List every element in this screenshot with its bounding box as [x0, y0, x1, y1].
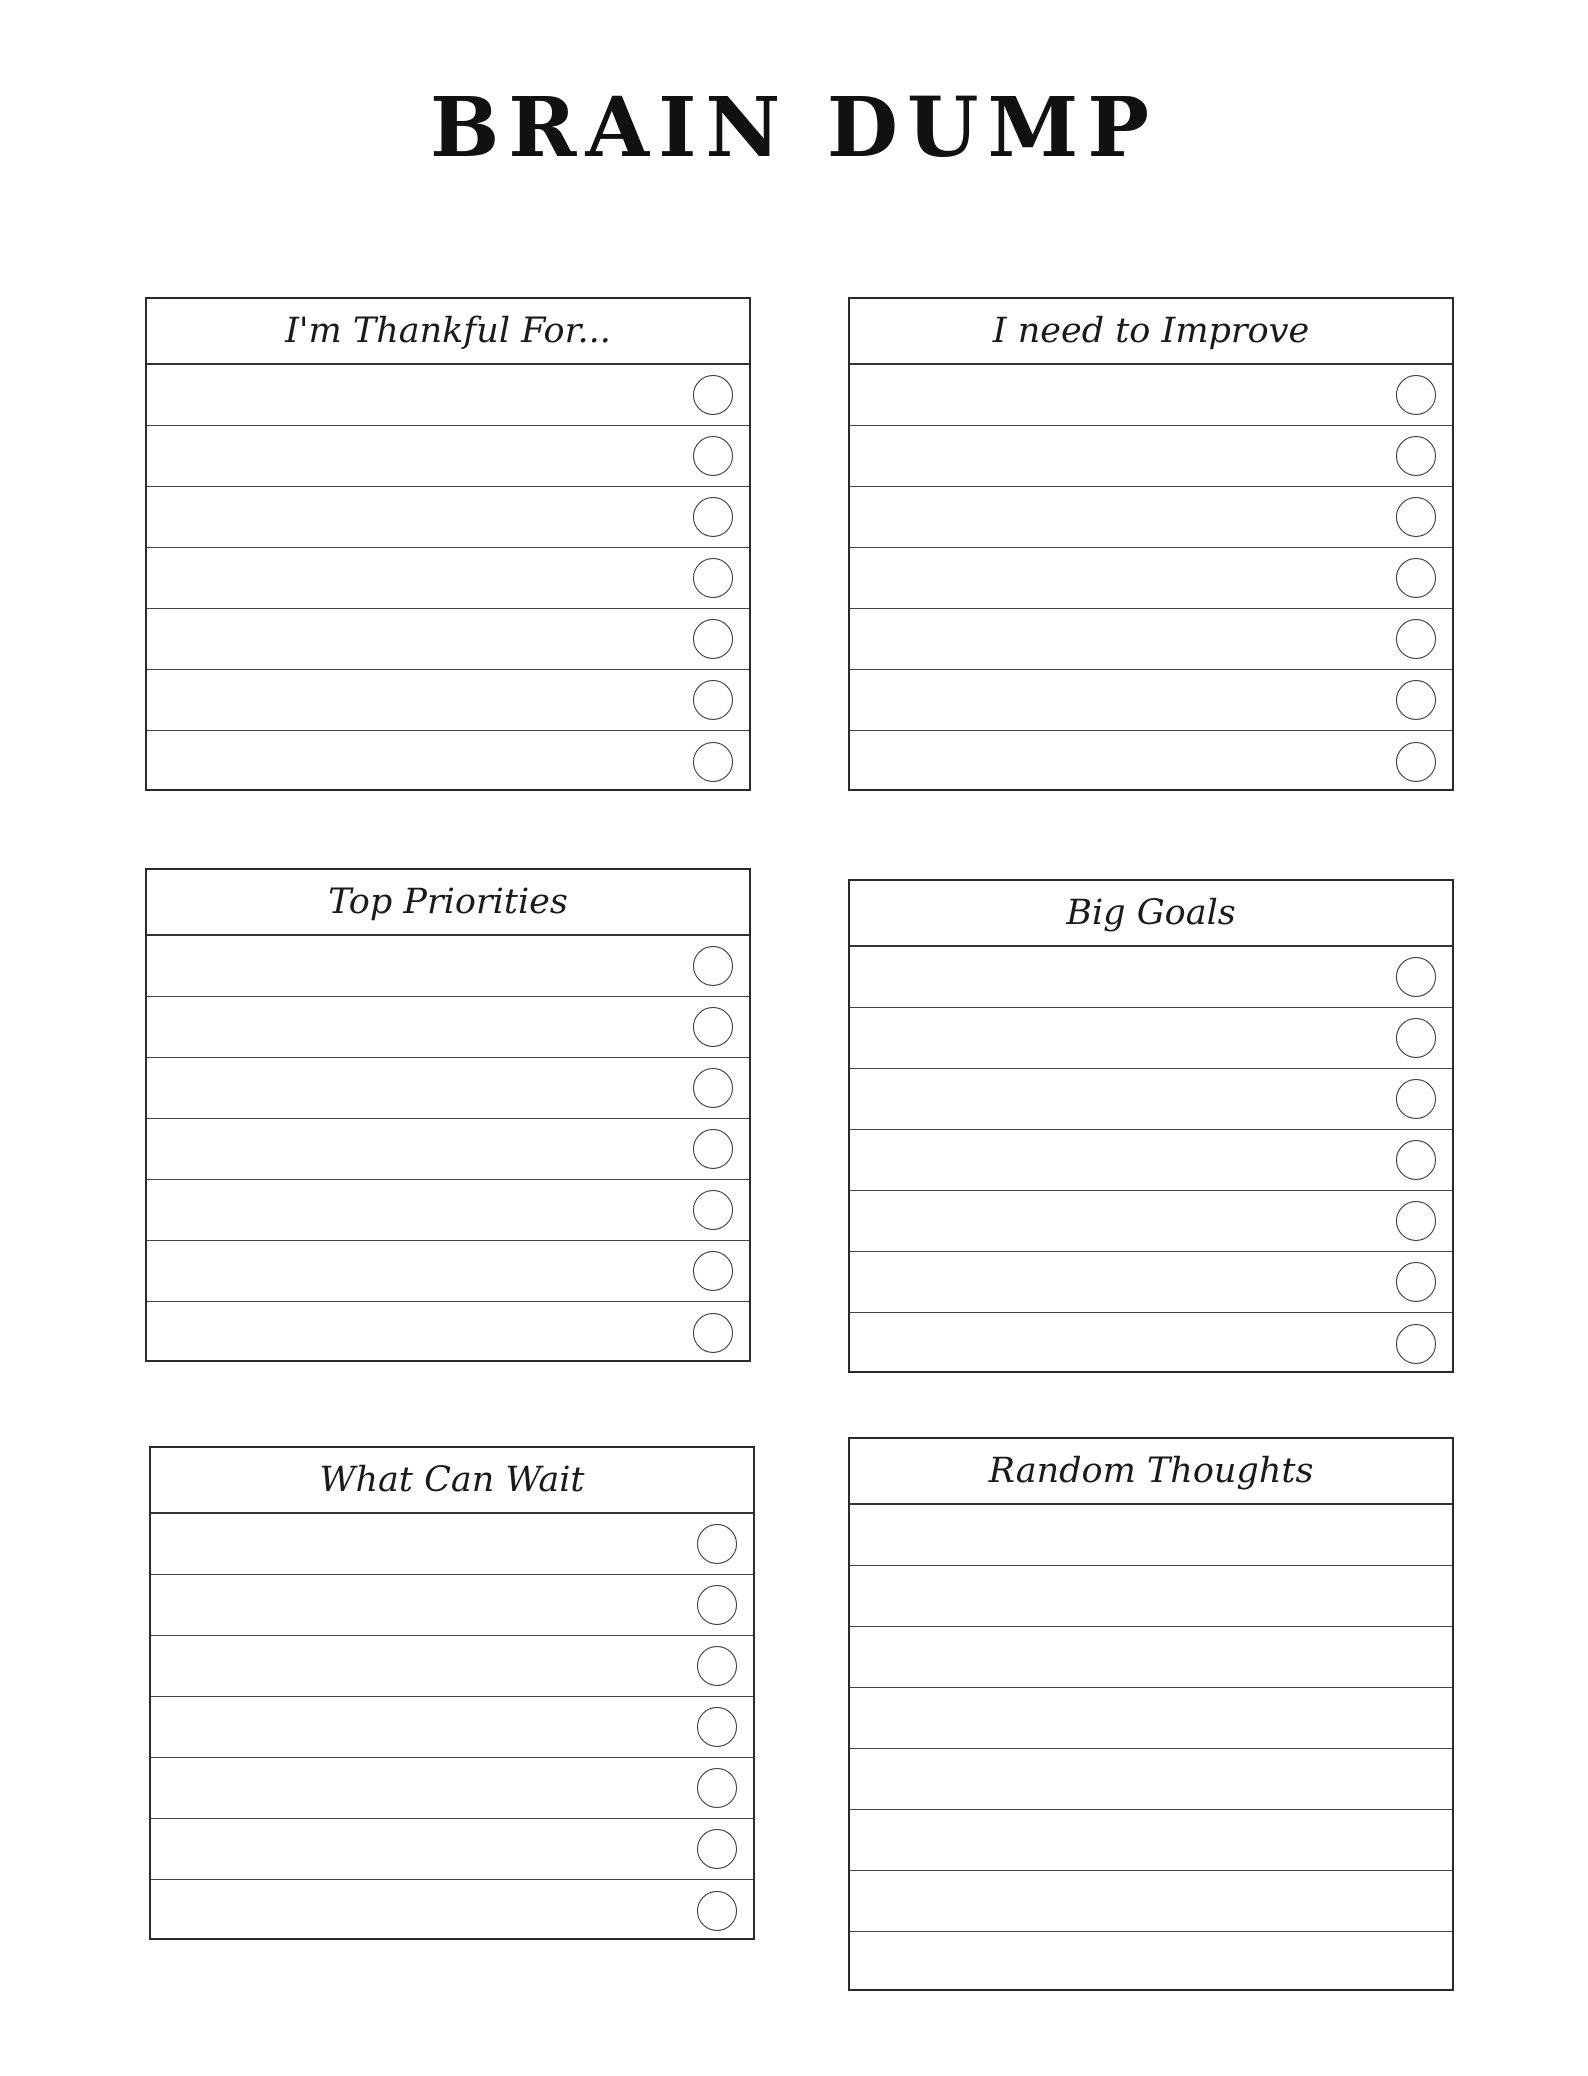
- checkbox-circle-icon[interactable]: [1396, 957, 1436, 997]
- entry-line[interactable]: [147, 1302, 749, 1363]
- checkbox-circle-icon[interactable]: [697, 1585, 737, 1625]
- checkbox-circle-icon[interactable]: [697, 1646, 737, 1686]
- big-goals-section: [848, 879, 1454, 1373]
- checkbox-circle-icon[interactable]: [693, 1007, 733, 1047]
- entry-line[interactable]: [850, 365, 1452, 426]
- section-title: Top Priorities: [147, 870, 749, 936]
- entry-line[interactable]: [850, 731, 1452, 792]
- entry-list: [147, 365, 749, 792]
- checkbox-circle-icon[interactable]: [1396, 1079, 1436, 1119]
- page-title: BRAIN DUMP: [430, 80, 1158, 176]
- entry-line[interactable]: [850, 1688, 1452, 1749]
- checkbox-circle-icon[interactable]: [1396, 497, 1436, 537]
- checkbox-circle-icon[interactable]: [1396, 558, 1436, 598]
- entry-line[interactable]: [850, 1810, 1452, 1871]
- checkbox-circle-icon[interactable]: [693, 1251, 733, 1291]
- need-to-improve-section: [848, 297, 1454, 791]
- checkbox-circle-icon[interactable]: [693, 1068, 733, 1108]
- checkbox-circle-icon[interactable]: [693, 680, 733, 720]
- section-title: Random Thoughts: [850, 1439, 1452, 1505]
- checkbox-circle-icon[interactable]: [1396, 742, 1436, 782]
- entry-line[interactable]: [147, 731, 749, 792]
- checkbox-circle-icon[interactable]: [693, 497, 733, 537]
- checkbox-circle-icon[interactable]: [697, 1829, 737, 1869]
- checkbox-circle-icon[interactable]: [693, 946, 733, 986]
- checkbox-circle-icon[interactable]: [693, 1313, 733, 1353]
- entry-line[interactable]: [850, 1191, 1452, 1252]
- entry-line[interactable]: [850, 1130, 1452, 1191]
- entry-line[interactable]: [151, 1819, 753, 1880]
- entry-list: [850, 947, 1452, 1374]
- checkbox-circle-icon[interactable]: [1396, 1201, 1436, 1241]
- entry-line[interactable]: [151, 1636, 753, 1697]
- checkbox-circle-icon[interactable]: [1396, 1324, 1436, 1364]
- checkbox-circle-icon[interactable]: [693, 375, 733, 415]
- section-title: Big Goals: [850, 881, 1452, 947]
- entry-line[interactable]: [151, 1575, 753, 1636]
- entry-line[interactable]: [850, 1505, 1452, 1566]
- top-priorities-section: [145, 868, 751, 1362]
- entry-line[interactable]: [147, 609, 749, 670]
- entry-line[interactable]: [850, 1069, 1452, 1130]
- checkbox-circle-icon[interactable]: [693, 1129, 733, 1169]
- checkbox-circle-icon[interactable]: [693, 619, 733, 659]
- entry-line[interactable]: [147, 1180, 749, 1241]
- entry-line[interactable]: [850, 1932, 1452, 1993]
- entry-line[interactable]: [850, 487, 1452, 548]
- checkbox-circle-icon[interactable]: [697, 1891, 737, 1931]
- entry-line[interactable]: [850, 609, 1452, 670]
- entry-line[interactable]: [151, 1758, 753, 1819]
- entry-line[interactable]: [147, 936, 749, 997]
- entry-line[interactable]: [151, 1697, 753, 1758]
- entry-line[interactable]: [850, 426, 1452, 487]
- entry-line[interactable]: [850, 947, 1452, 1008]
- section-title: What Can Wait: [151, 1448, 753, 1514]
- random-thoughts-section: [848, 1437, 1454, 1991]
- entry-line[interactable]: [850, 1008, 1452, 1069]
- entry-line[interactable]: [151, 1514, 753, 1575]
- checkbox-circle-icon[interactable]: [693, 1190, 733, 1230]
- checkbox-circle-icon[interactable]: [1396, 436, 1436, 476]
- entry-list: [151, 1514, 753, 1941]
- checkbox-circle-icon[interactable]: [1396, 619, 1436, 659]
- entry-line[interactable]: [147, 426, 749, 487]
- entry-line[interactable]: [850, 670, 1452, 731]
- section-title: I'm Thankful For...: [147, 299, 749, 365]
- checkbox-circle-icon[interactable]: [1396, 1262, 1436, 1302]
- checkbox-circle-icon[interactable]: [693, 558, 733, 598]
- checkbox-circle-icon[interactable]: [1396, 375, 1436, 415]
- checkbox-circle-icon[interactable]: [697, 1768, 737, 1808]
- entry-line[interactable]: [850, 1313, 1452, 1374]
- entry-line[interactable]: [147, 487, 749, 548]
- checkbox-circle-icon[interactable]: [1396, 1140, 1436, 1180]
- what-can-wait-section: [149, 1446, 755, 1940]
- entry-line[interactable]: [147, 548, 749, 609]
- entry-line[interactable]: [850, 1252, 1452, 1313]
- entry-line[interactable]: [151, 1880, 753, 1941]
- entry-list: [850, 365, 1452, 792]
- checkbox-circle-icon[interactable]: [693, 436, 733, 476]
- entry-line[interactable]: [850, 548, 1452, 609]
- entry-line[interactable]: [147, 1119, 749, 1180]
- entry-line[interactable]: [147, 670, 749, 731]
- entry-line[interactable]: [147, 997, 749, 1058]
- entry-line[interactable]: [850, 1627, 1452, 1688]
- entry-list: [850, 1505, 1452, 1993]
- checkbox-circle-icon[interactable]: [693, 742, 733, 782]
- entry-line[interactable]: [147, 365, 749, 426]
- checkbox-circle-icon[interactable]: [697, 1524, 737, 1564]
- entry-line[interactable]: [850, 1566, 1452, 1627]
- entry-line[interactable]: [147, 1241, 749, 1302]
- entry-list: [147, 936, 749, 1363]
- entry-line[interactable]: [850, 1749, 1452, 1810]
- checkbox-circle-icon[interactable]: [1396, 680, 1436, 720]
- section-title: I need to Improve: [850, 299, 1452, 365]
- checkbox-circle-icon[interactable]: [1396, 1018, 1436, 1058]
- entry-line[interactable]: [147, 1058, 749, 1119]
- entry-line[interactable]: [850, 1871, 1452, 1932]
- thankful-for-section: [145, 297, 751, 791]
- checkbox-circle-icon[interactable]: [697, 1707, 737, 1747]
